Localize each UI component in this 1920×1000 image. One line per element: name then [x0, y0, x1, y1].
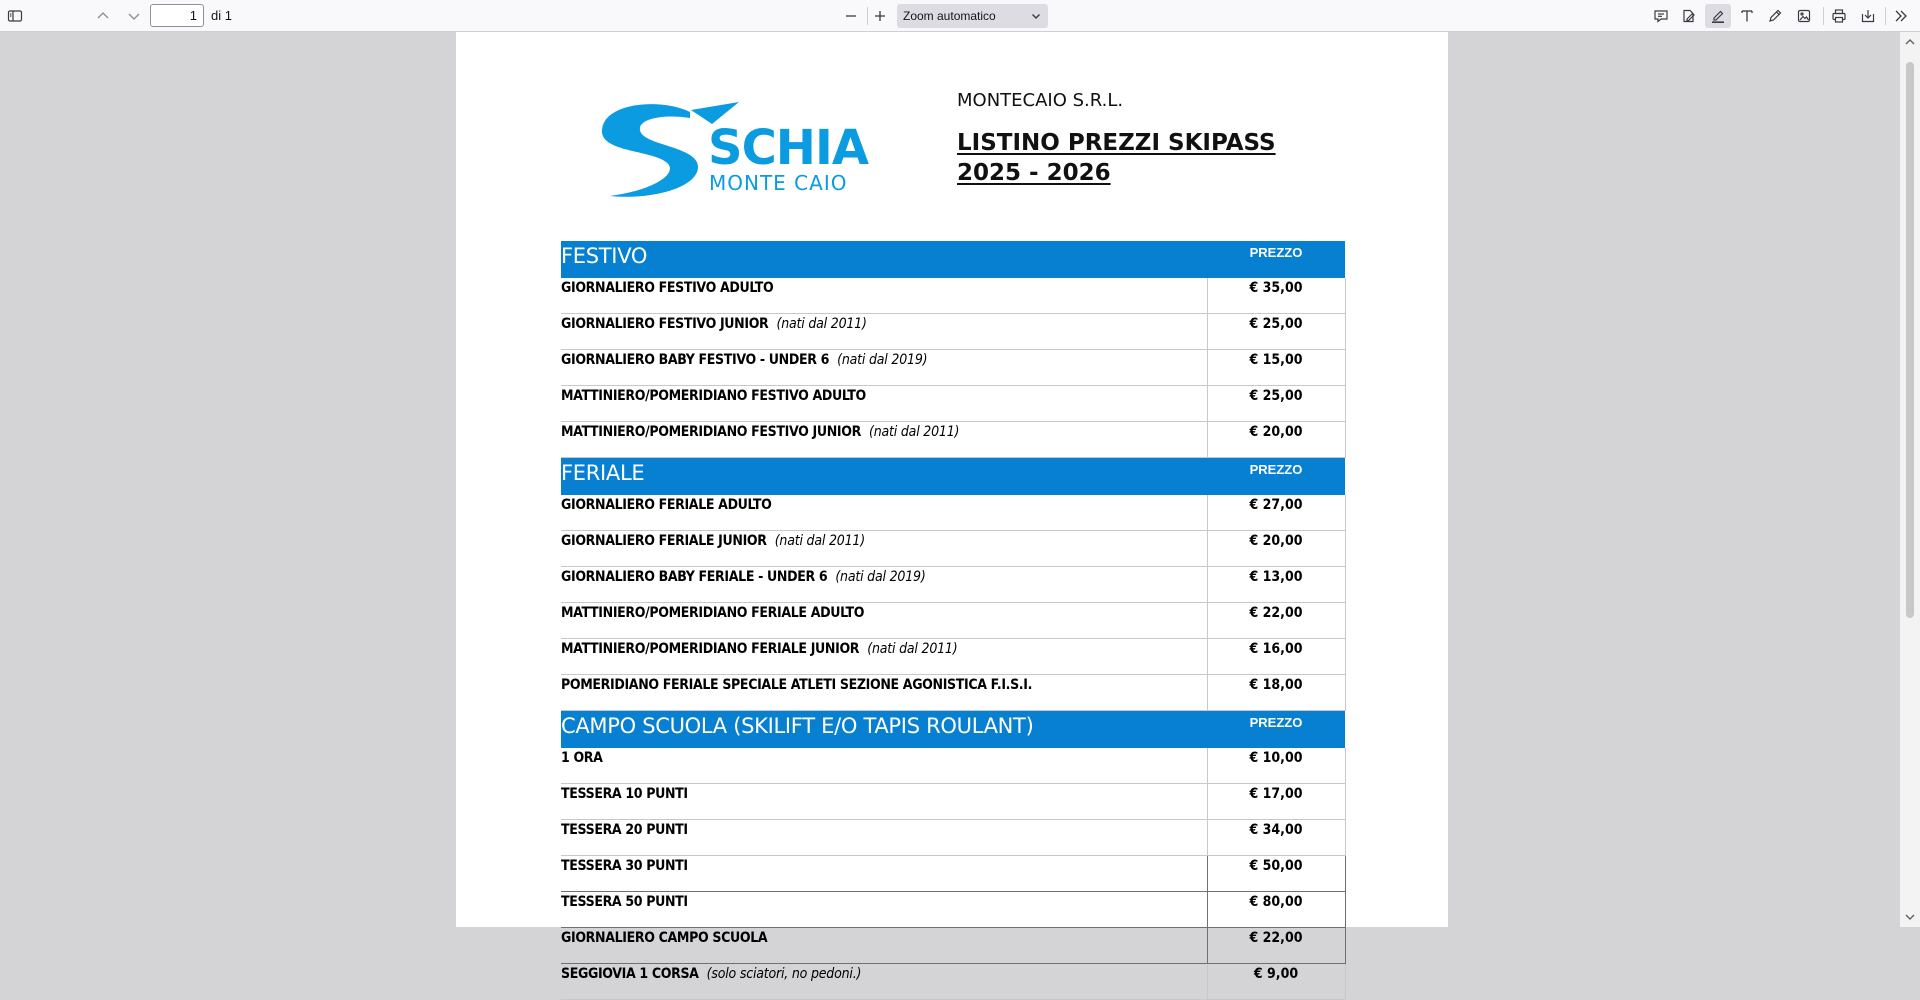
minus-icon[interactable]: [838, 4, 864, 28]
chevron-down-icon[interactable]: [121, 4, 147, 28]
item-price: € 22,00: [1207, 603, 1345, 639]
item-note: (nati dal 2019): [837, 352, 928, 368]
table-row: [561, 784, 1345, 820]
comment-icon[interactable]: [1648, 4, 1674, 28]
item-note: (nati dal 2011): [867, 641, 958, 657]
price-header: PREZZO: [1207, 711, 1345, 749]
table-row: [561, 495, 1345, 531]
title-line: 2025 - 2026: [957, 160, 1111, 186]
table-row: [561, 820, 1345, 856]
schia-monte-caio-logo: [596, 86, 896, 200]
section-title: FERIALE: [561, 458, 1207, 496]
table-row: [561, 350, 1345, 386]
section-header: [561, 241, 1345, 278]
plus-icon[interactable]: [867, 4, 893, 28]
signature-icon[interactable]: [1676, 4, 1702, 28]
table-row: [561, 531, 1345, 567]
item-price: € 25,00: [1207, 314, 1345, 350]
zoom-select[interactable]: [897, 4, 1048, 28]
sidebar-toggle-icon[interactable]: [2, 4, 28, 28]
save-icon[interactable]: [1855, 4, 1881, 28]
item-note: (nati dal 2019): [835, 569, 926, 585]
title-line: LISTINO PREZZI SKIPASS: [957, 130, 1276, 156]
double-chevron-right-icon[interactable]: [1888, 4, 1914, 28]
table-row: [561, 386, 1345, 422]
item-price: € 17,00: [1207, 784, 1345, 820]
table-row: [561, 892, 1345, 928]
scroll-down-icon[interactable]: [1904, 911, 1916, 923]
item-name: GIORNALIERO FESTIVO JUNIOR: [561, 316, 769, 332]
pdf-page: [456, 32, 1448, 982]
item-price: € 15,00: [1207, 350, 1345, 386]
text-icon[interactable]: [1734, 4, 1760, 28]
toolbar-separator: [1885, 7, 1886, 25]
item-name: GIORNALIERO BABY FERIALE - UNDER 6: [561, 569, 828, 585]
document-title: [957, 128, 1276, 188]
item-price: € 9,00: [1207, 964, 1345, 1000]
item-price: € 10,00: [1207, 748, 1345, 784]
logo-text: SCHIA: [708, 120, 868, 176]
item-name: GIORNALIERO CAMPO SCUOLA: [561, 930, 768, 946]
item-price: € 80,00: [1207, 892, 1345, 928]
company-name: MONTECAIO S.R.L.: [957, 90, 1124, 111]
item-name: MATTINIERO/POMERIDIANO FESTIVO ADULTO: [561, 388, 866, 404]
item-name: 1 ORA: [561, 750, 603, 766]
item-price: € 35,00: [1207, 278, 1345, 314]
table-row: [561, 603, 1345, 639]
section-header: [561, 711, 1345, 749]
price-table: [561, 241, 1346, 1000]
item-name: MATTINIERO/POMERIDIANO FERIALE ADULTO: [561, 605, 865, 621]
item-name: GIORNALIERO FERIALE ADULTO: [561, 497, 772, 513]
table-row: [561, 314, 1345, 350]
scroll-up-icon[interactable]: [1904, 36, 1916, 48]
item-note: (solo sciatori, no pedoni.): [706, 966, 862, 982]
item-name: GIORNALIERO FESTIVO ADULTO: [561, 280, 774, 296]
item-name: TESSERA 50 PUNTI: [561, 894, 688, 910]
item-price: € 25,00: [1207, 386, 1345, 422]
chevron-down-icon: [1030, 10, 1042, 22]
vertical-scrollbar[interactable]: [1900, 32, 1920, 927]
item-price: € 16,00: [1207, 639, 1345, 675]
item-price: € 20,00: [1207, 422, 1345, 458]
table-row: [561, 675, 1345, 711]
item-note: (nati dal 2011): [776, 316, 867, 332]
item-name: TESSERA 10 PUNTI: [561, 786, 688, 802]
item-price: € 50,00: [1207, 856, 1345, 892]
item-price: € 13,00: [1207, 567, 1345, 603]
table-row: [561, 928, 1345, 964]
page-count-label: di 1: [211, 8, 232, 23]
section-header: [561, 458, 1345, 496]
chevron-up-icon[interactable]: [90, 4, 116, 28]
section-title: FESTIVO: [561, 241, 1207, 278]
image-icon[interactable]: [1791, 4, 1817, 28]
table-row: [561, 639, 1345, 675]
section-title: CAMPO SCUOLA (SKILIFT E/O TAPIS ROULANT): [561, 711, 1207, 749]
item-name: SEGGIOVIA 1 CORSA: [561, 966, 699, 982]
zoom-select-value: Zoom automatico: [903, 9, 996, 23]
item-price: € 20,00: [1207, 531, 1345, 567]
item-name: GIORNALIERO BABY FESTIVO - UNDER 6: [561, 352, 830, 368]
draw-icon[interactable]: [1762, 4, 1788, 28]
item-name: GIORNALIERO FERIALE JUNIOR: [561, 533, 767, 549]
item-note: (nati dal 2011): [869, 424, 960, 440]
item-name: POMERIDIANO FERIALE SPECIALE ATLETI SEZIONE AGONISTICA F.I.S.I.: [561, 677, 1033, 693]
item-name: MATTINIERO/POMERIDIANO FERIALE JUNIOR: [561, 641, 860, 657]
toolbar-separator: [1823, 7, 1824, 25]
table-row: [561, 278, 1345, 314]
item-price: € 18,00: [1207, 675, 1345, 711]
item-note: (nati dal 2011): [774, 533, 865, 549]
table-row: [561, 964, 1345, 1000]
item-price: € 27,00: [1207, 495, 1345, 531]
item-price: € 22,00: [1207, 928, 1345, 964]
table-row: [561, 567, 1345, 603]
price-header: PREZZO: [1207, 458, 1345, 496]
table-row: [561, 422, 1345, 458]
price-header: PREZZO: [1207, 241, 1345, 278]
highlight-icon[interactable]: [1705, 4, 1731, 28]
item-name: MATTINIERO/POMERIDIANO FESTIVO JUNIOR: [561, 424, 861, 440]
logo-subtext: MONTE CAIO: [709, 171, 848, 195]
print-icon[interactable]: [1826, 4, 1852, 28]
table-row: [561, 748, 1345, 784]
table-row: [561, 856, 1345, 892]
item-name: TESSERA 30 PUNTI: [561, 858, 688, 874]
page-number-input[interactable]: [150, 4, 204, 27]
item-price: € 34,00: [1207, 820, 1345, 856]
scrollbar-thumb[interactable]: [1906, 62, 1914, 618]
item-name: TESSERA 20 PUNTI: [561, 822, 688, 838]
pdf-toolbar: [0, 0, 1920, 32]
